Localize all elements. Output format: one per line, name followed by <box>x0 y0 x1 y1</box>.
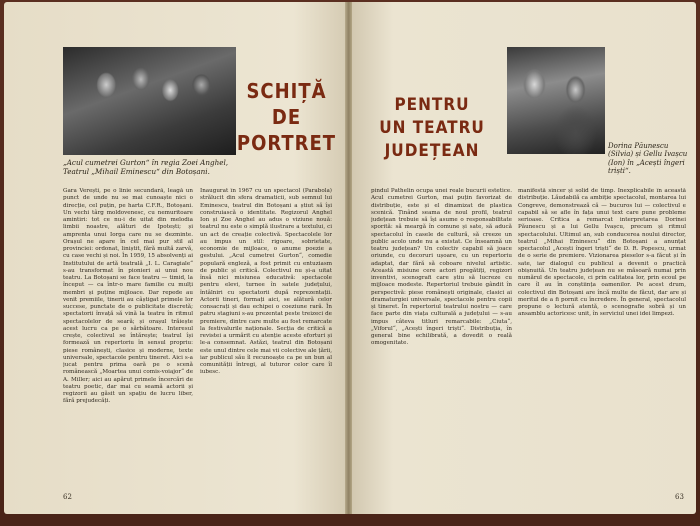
right-page-title <box>372 94 492 163</box>
left-page <box>4 2 345 514</box>
title-line-1: PENTRU <box>394 95 470 115</box>
page-number-left: 62 <box>63 493 72 501</box>
title-line-2: DE <box>271 105 302 129</box>
title-line-2: UN TEATRU <box>379 118 485 138</box>
page-number-right: 63 <box>675 493 684 501</box>
text-column-3: pindul Pathelin ocupa unei reale bucurii estetice. Acul cumetrei Gurton, mai puțin favorizat de distribuție, este și el dinamizat de plastica scenică. Ținând seama de noul profil, teatrul județean trebuie să își asume o responsabilitate sporită: să meargă în comune și sate, să aducă spectacolul în casele de cultură, să creeze un public acolo unde nu a existat. Ce înseamnă un teatru județean? Un colectiv capabil să joace oriunde, cu decoruri ușoare, cu un repertoriu adaptat, dar fără să coboare nivelul artistic. Această misiune cere actori pregătiți, regizori inventivi, scenografi care știu să lucreze cu mijloace modeste. Repertoriul trebuie gândit în perspectivă: piese românești originale, clasici ai dramaturgiei universale, spectacole pentru copii și tineret. În repertoriul teatrului nostru — care face parte din viața culturală a județului — s-au impus câteva titluri remarcabile: „Ciuta“, „Viforul“, „Acești îngeri triști“. Distribuția, în general bine echilibrată, a dovedit o reală omogenitate. <box>371 188 512 347</box>
right-page <box>352 2 696 514</box>
book-gutter <box>345 2 352 514</box>
title-line-1: SCHIȚĂ <box>246 79 327 103</box>
theater-photo-right <box>507 47 605 154</box>
photo-caption-left: „Acul cumetrei Gurton“ în regia Zoei Anghel, Teatrul „Mihail Eminescu“ din Botoșani. <box>63 158 229 176</box>
text-column-2: Inaugurat în 1967 cu un spectacol (Parabola) strălucit din sfera dramaticii, sub semnul lui Eminescu, teatrul din Botoșani a știut să își construiască o identitate. Regizorul Anghel Ion și Zoe Anghel au adus o viziune nouă: teatrul nu este o simplă ilustrare a textului, ci un act de creație colectivă. Spectacolele lor au impus un stil: rigoare, sobrietate, economie de mijloace, o anume poezie a gestului. „Acul cumetrei Gurton“, comedie populară engleză, a fost primit cu entuziasm de public și critică. Colectivul nu și-a uitat însă nici misiunea educativă: spectacole pentru elevi, turnee în satele județului, întâlniri cu spectatorii după reprezentații. Actorii tineri, formați aici, se alătură celor consacrați și dau echipei o coeziune rară. În patru stagiuni s-au prezentat peste treizeci de premiere, dintre care multe au fost remarcate la festivalurile naționale. Secția de critică a revistei a urmărit cu atenție aceste eforturi și le-a consemnat. Astăzi, teatrul din Botoșani este unul dintre cele mai vii colective ale țării, iar publicul său îl recunoaște ca pe un bun al comunității întregi, al tuturor celor care îl iubesc. <box>200 188 332 376</box>
text-column-4: manifestă sincer și solid de timp. Inexplicabile în această distribuție. Lăudabilă ca ambiție spectacolul, montarea lui Congreve, demonstrează că — bucuros lui — colectivul e capabil să se afle în fața unui text care pune probleme serioase. Critica a remarcat interpretarea Dorinei Păunescu și a lui Gellu Ivașcu, precum și ritmul spectacolului. Ultimul an, sub conducerea noului director, teatrul „Mihai Eminescu“ din Botoșani a anunțat spectacolul „Acești îngeri triști“ de D. R. Popescu, urmat de o serie de premiere. Vizionarea pieselor s-a făcut și în sate, iar dialogul cu publicul a devenit o practică obișnuită. Un teatru județean nu se măsoară numai prin numărul de spectacole, ci prin calitatea lor, prin ecoul pe care îl au în conștiința oamenilor. Pe acest drum, colectivul din Botoșani are încă multe de făcut, dar are și meritul de a fi pornit cu încredere. În general, spectacolul propune o lectură atentă, o scenografie sobră și un ansamblu actoricesc unit, în serviciul unei idei limpezi. <box>518 188 686 318</box>
title-line-3: JUDEȚEAN <box>384 141 480 161</box>
left-page-title <box>234 78 339 156</box>
photo-caption-right: Dorina Păunescu (Silvia) și Gellu Ivașcu (Ion) în „Acești îngeri triști“. <box>608 142 688 176</box>
theater-photo-left <box>63 47 236 155</box>
title-line-3: PORTRET <box>236 131 337 155</box>
text-column-1: Gara Verești, pe o linie secundară, leagă un punct de unde nu se mai cunoaște nici o direcție, cel puțin, pe harta C.F.R., Botoșani. Un vechi târg moldovenesc, cu nemuritoare amintiri: tot ce nu-i de uitat din melodia limbii noastre, alături de Ipotești; și amprenta unui Iorga care nu se dezminte. Orașul ne apare în cel mai pur stil al provinciei: ordonat, liniștit, fără multă zarvă, cu case vechi și noi. În 1959, 15 absolvenți ai Institutului de artă teatrală „I. L. Caragiale“ s-au transformat în pionieri ai unui nou teatru. La Botoșani se face teatru — timid, la început — ca într-o mare familie cu mulți membri și puține mijloace. Dar repede au venit premiile, tinerii au câștigat primele lor succese, punctate de o publicitate discretă; spectatorii învață să vină la teatru în ritmul spectacolelor de seară; și orașul trăiește acest lucru ca pe o sărbătoare. Interesul crește, colectivul se întărește; teatrul își formează un repertoriu în sensul propriu: piese românești, clasice și moderne, texte universale, spectacole pentru tineret. Aici s-a jucat pentru prima oară pe o scenă românească „Moartea unui comis-voiajor“ de A. Miller; aici au apărut primele încercări de teatru poetic, dar mai cu seamă actorii și regizorii au găsit un spațiu de lucru liber, fără prejudecăți. <box>63 188 193 405</box>
